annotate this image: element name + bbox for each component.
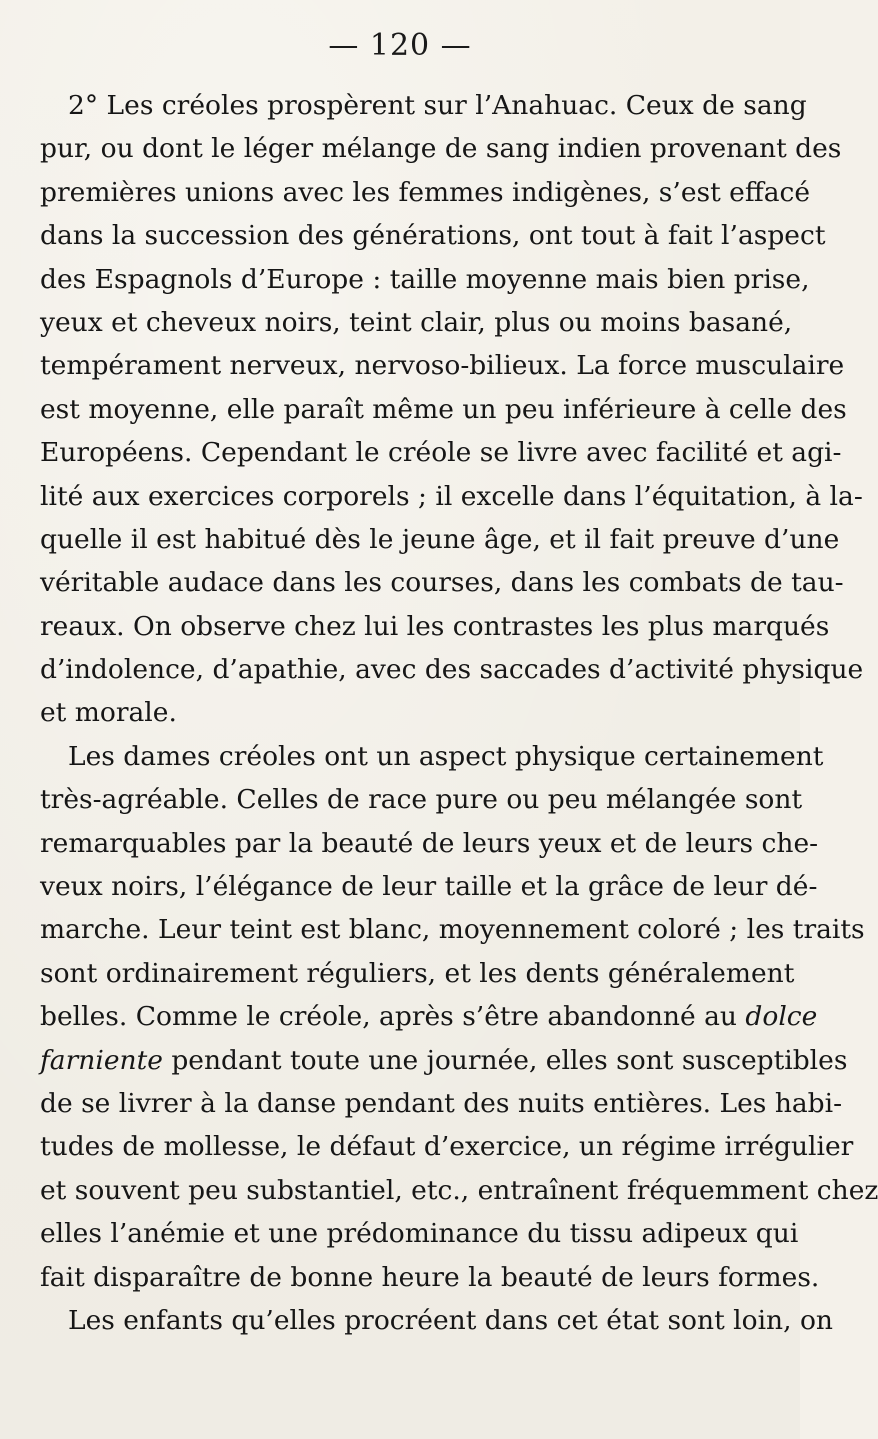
text-line: Les dames créoles ont un aspect physique certainement (68, 740, 824, 772)
text-line: lité aux exercices corporels ; il excelle dans l’équitation, à la- (40, 480, 863, 512)
text-line: marche. Leur teint est blanc, moyennement coloré ; les traits (40, 914, 865, 946)
text-line: Européens. Cependant le créole se livre avec facilité et agi- (40, 437, 842, 469)
text-line: de se livrer à la danse pendant des nuits entières. Les habi- (40, 1087, 843, 1119)
text-line: dans la succession des générations, ont tout à fait l’aspect (40, 220, 826, 252)
text-line: et souvent peu substantiel, etc., entraînent fréquemment chez (40, 1174, 878, 1206)
text-line: remarquables par la beauté de leurs yeux et de leurs che- (40, 827, 819, 859)
text-line: et morale. (40, 697, 177, 729)
text-line: d’indolence, d’apathie, avec des saccades d’activité physique (40, 654, 864, 686)
text-line: tempérament nerveux, nervoso-bilieux. La force musculaire (40, 350, 845, 382)
text-line: elles l’anémie et une prédominance du tissu adipeux qui (40, 1218, 799, 1250)
page-number: — 120 — (328, 28, 472, 63)
body-text (40, 84, 878, 1342)
text-line: belles. Comme le créole, après s’être abandonné au dolce (40, 1001, 818, 1033)
text-line: premières unions avec les femmes indigènes, s’est effacé (40, 176, 811, 208)
text-line: reaux. On observe chez lui les contrastes les plus marqués (40, 610, 830, 642)
text-line: yeux et cheveux noirs, teint clair, plus ou moins basané, (40, 306, 793, 338)
text-line: quelle il est habitué dès le jeune âge, et il fait preuve d’une (40, 523, 840, 555)
text-line: très-agréable. Celles de race pure ou peu mélangée sont (40, 784, 803, 816)
text-line: fait disparaître de bonne heure la beauté de leurs formes. (40, 1261, 820, 1293)
text-line: des Espagnols d’Europe : taille moyenne mais bien prise, (40, 263, 810, 295)
text-line: Les enfants qu’elles procréent dans cet état sont loin, on (68, 1304, 833, 1336)
text-line: tudes de mollesse, le défaut d’exercice, un régime irrégulier (40, 1131, 854, 1163)
text-line: véritable audace dans les courses, dans les combats de tau- (40, 567, 844, 599)
text-line: sont ordinairement réguliers, et les dents généralement (40, 957, 795, 989)
text-line: est moyenne, elle paraît même un peu inférieure à celle des (40, 393, 847, 425)
text-line: farniente pendant toute une journée, elles sont susceptibles (40, 1044, 848, 1076)
text-line: 2° Les créoles prospèrent sur l’Anahuac. Ceux de sang (68, 90, 807, 121)
text-line: veux noirs, l’élégance de leur taille et la grâce de leur dé- (40, 871, 818, 903)
text-line: pur, ou dont le léger mélange de sang indien provenant des (40, 133, 842, 165)
